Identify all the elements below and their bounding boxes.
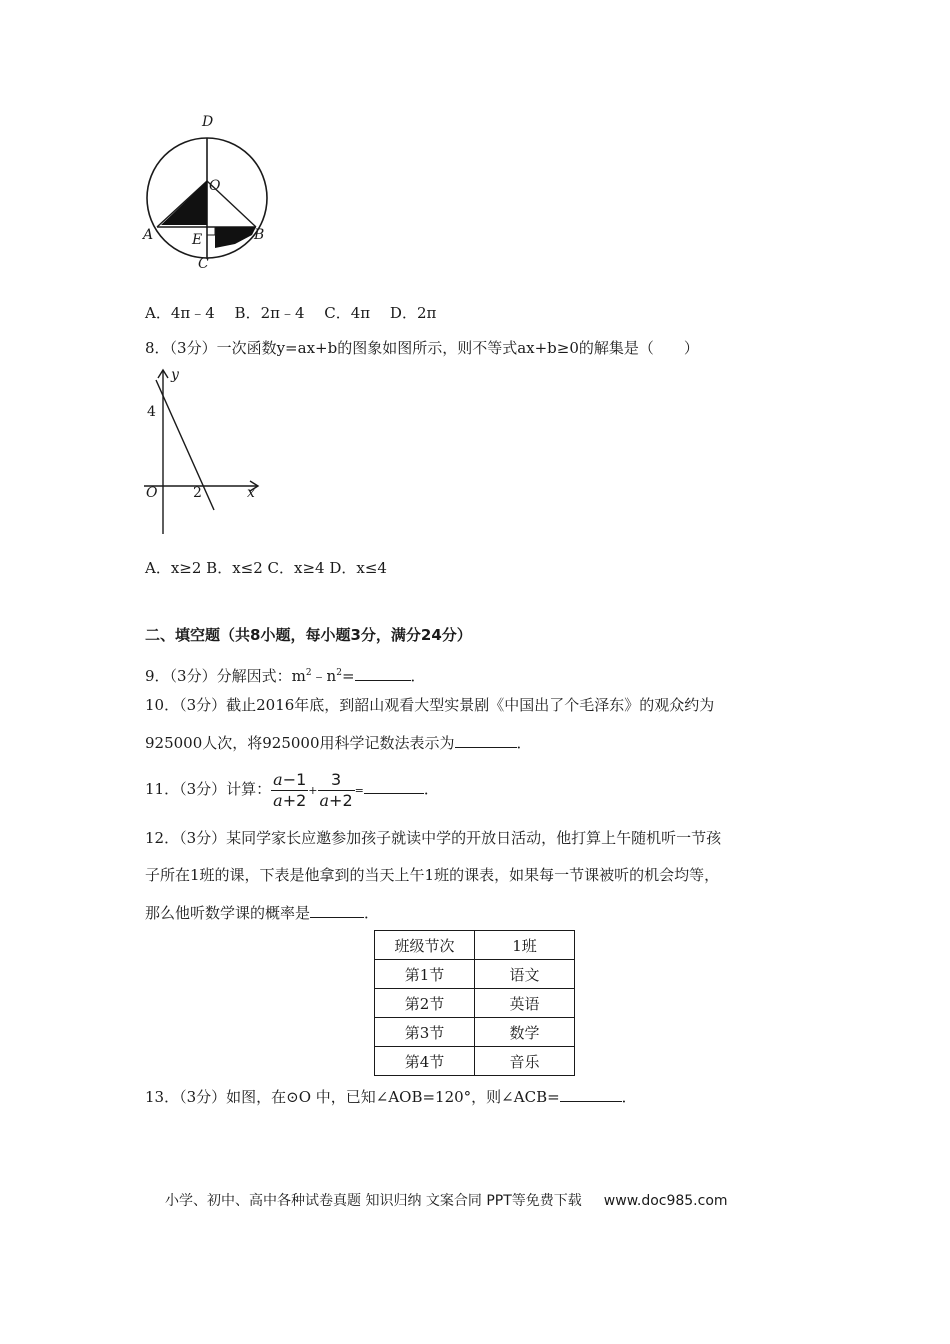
q11 (145, 766, 439, 814)
q7-label-O: O (209, 178, 221, 194)
q11-end: ． (423, 780, 439, 798)
q13-text: 13．（3分）如图，在⊙O 中，已知∠AOB=120°，则∠ACB= (145, 1088, 560, 1106)
q9-sup2: 2 (336, 668, 342, 678)
q8-stem: 8．（3分）一次函数y=ax+b的图象如图所示，则不等式ax+b≥0的解集是（ ） (145, 339, 699, 357)
q10-answer-blank[interactable] (455, 731, 517, 748)
table-cell: 英语 (475, 989, 575, 1018)
table-row (375, 989, 575, 1018)
table-cell: 语文 (475, 960, 575, 989)
q10-line1: 10．（3分）截止2016年底，到韶山观看大型实景剧《中国出了个毛泽东》的观众约为 (145, 696, 715, 714)
q9 (145, 662, 426, 687)
table-cell: 音乐 (475, 1047, 575, 1076)
q11-fraction-1: $\frac{a-1}{a+2}$ (273, 769, 307, 810)
q11-eq: = (354, 784, 364, 797)
q7-label-C: C (198, 256, 209, 272)
q8-function-graph (140, 362, 270, 537)
q11-fraction-2: $\frac{3}{a+2}$ (319, 769, 353, 810)
footer-text: 小学、初中、高中各种试卷真题 知识归纳 文案合同 PPT等免费下载 (165, 1193, 582, 1209)
q9-prefix: 9．（3分）分解因式：m (145, 667, 306, 685)
table-cell: 数学 (475, 1018, 575, 1047)
q11-plus: + (308, 784, 318, 797)
q7-circle-figure (135, 108, 275, 273)
q7-label-A: A (143, 227, 154, 243)
q12-line2: 子所在1班的课，下表是他拿到的当天上午1班的课表，如果每一节课被听的机会均等， (145, 866, 720, 884)
table-header-cell: 班级节次 (375, 931, 475, 960)
q7-label-D: D (202, 114, 214, 130)
q9-mid: ﹣n (311, 667, 337, 685)
footer-url-link[interactable]: www.doc985.com (603, 1193, 728, 1209)
table-cell: 第1节 (375, 960, 475, 989)
q8-options: A．x≥2 B．x≤2 C．x≥4 D．x≤4 (145, 559, 387, 577)
q13-answer-blank[interactable] (560, 1085, 622, 1102)
table-cell: 第3节 (375, 1018, 475, 1047)
q8-label-2: 2 (193, 485, 202, 501)
q8-label-y: y (171, 367, 179, 383)
q7-label-E: E (192, 232, 203, 248)
section2-title: 二、填空题（共8小题，每小题3分，满分24分） (145, 626, 472, 644)
q9-eq: = (341, 667, 355, 685)
q9-sup1: 2 (305, 668, 312, 678)
q11-prefix: 11．（3分）计算： (145, 780, 272, 798)
table-cell: 第4节 (375, 1047, 475, 1076)
q8-label-O: O (146, 485, 158, 501)
q7-label-B: B (254, 227, 265, 243)
q12-end: ． (364, 904, 380, 922)
table-row (375, 960, 575, 989)
table-cell: 第2节 (375, 989, 475, 1018)
q8-label-4: 4 (147, 404, 156, 420)
q12-schedule-table (374, 930, 575, 1076)
q8-label-x: x (247, 485, 255, 501)
q9-answer-blank[interactable] (355, 664, 411, 681)
q7-options: A．4π﹣4 B．2π﹣4 C．4π D．2π (145, 304, 437, 322)
table-row (375, 1047, 575, 1076)
page-footer (165, 1190, 728, 1210)
q13-end: ． (621, 1088, 637, 1106)
table-row (375, 1018, 575, 1047)
q12-line3 (145, 901, 379, 924)
table-header-row (375, 931, 575, 960)
q10-line2 (145, 731, 532, 754)
q12-line1: 12．（3分）某同学家长应邀参加孩子就读中学的开放日活动，他打算上午随机听一节孩 (145, 829, 722, 847)
q10-line2-text: 925000人次，将925000用科学记数法表示为 (145, 734, 455, 752)
q10-end: ． (516, 734, 532, 752)
q12-answer-blank[interactable] (310, 901, 364, 918)
q12-line3-text: 那么他听数学课的概率是 (145, 904, 311, 922)
q11-answer-blank[interactable] (364, 777, 424, 794)
q13 (145, 1085, 637, 1108)
table-header-cell: 1班 (475, 931, 575, 960)
q9-end: ． (410, 667, 426, 685)
